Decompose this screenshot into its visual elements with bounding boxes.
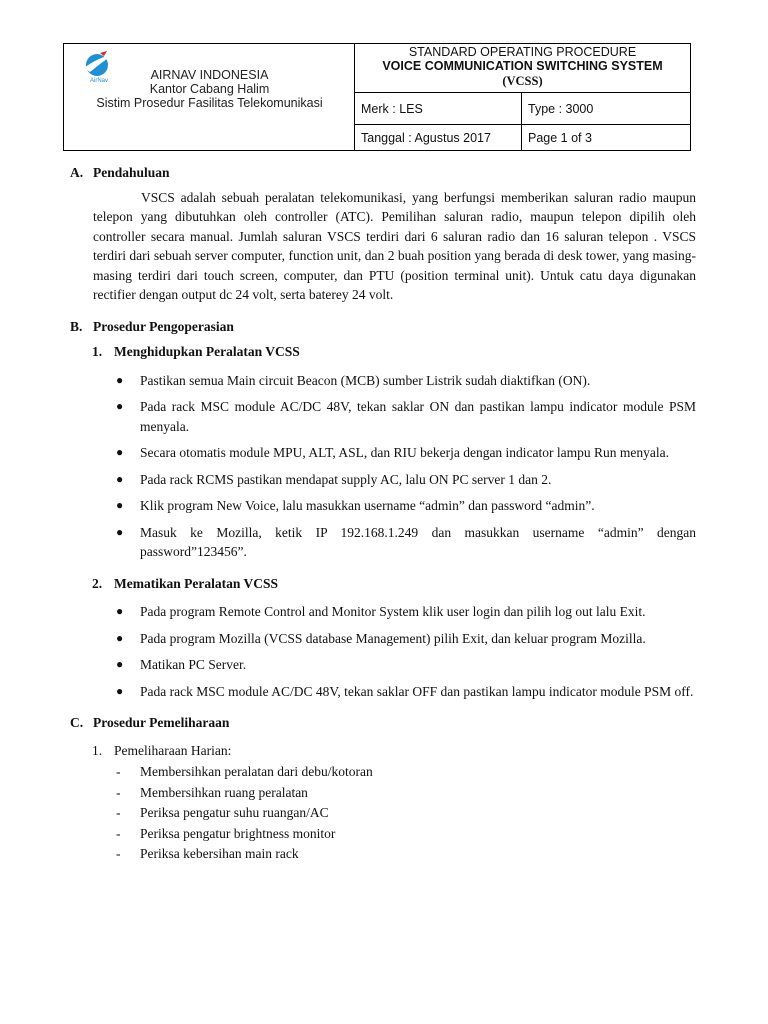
subsection-title: Mematikan Peralatan VCSS [114,575,278,591]
list-item: ● Matikan PC Server. [116,655,696,675]
subsection-label: 1. [92,742,103,758]
section-a-paragraph: VSCS adalah sebuah peralatan telekomunikasi, yang berfungsi memberikan saluran radio maupun telepon yang dibutuhkan oleh controller (ATC). Pemilihan saluran radio, maupun telepon dipilih oleh controller secara manual. Jumlah saluran VSCS terdiri dari 6 saluran radio dan 16 saluran telepon . VSCS terdiri dari sebuah server computer, function unit, dan 2 buah position yang berada di desk tower, yang masing-masing terdiri dari touch screen, computer, dan PTU (position terminal unit). Untuk catu daya digunakan rectifier dengan output dc 24 volt, serta baterey 24 volt. [93,189,696,302]
list-item: ● Pada rack RCMS pastikan mendapat supply AC, lalu ON PC server 1 dan 2. [116,470,696,490]
bullet-icon: ● [116,372,124,387]
merk-cell: Merk : LES [355,93,522,125]
subsection-b2-heading [92,574,696,594]
bullet-icon: ● [116,657,124,671]
list-item: ● Pada rack MSC module AC/DC 48V, tekan saklar ON dan pastikan lampu indicator module PSM menyala. [116,399,696,434]
section-label: B. [70,318,83,334]
subsection-title: Menghidupkan Peralatan VCSS [114,344,300,359]
doc-title-cell [355,44,690,93]
list-item: ● Secara otomatis module MPU, ALT, ASL, dan RIU bekerja dengan indicator lampu Run menyala. [116,443,696,463]
section-b-heading [70,317,696,337]
b2-bullet-list [70,602,696,701]
list-item: - Periksa pengatur brightness monitor [116,824,696,845]
list-item: ● Klik program New Voice, lalu masukkan username “admin” dan password “admin”. [116,496,696,516]
bullet-icon: ● [116,630,124,645]
c1-dash-list [70,762,696,865]
tanggal-cell: Tanggal : Agustus 2017 [355,125,522,150]
org-name: AIRNAV INDONESIA [150,68,269,82]
document-header [63,43,691,151]
bullet-icon: ● [116,445,124,459]
section-title: Pendahuluan [93,165,170,180]
list-item: ● Pada program Remote Control and Monitor System klik user login dan pilih log out lalu Exit. [116,602,696,622]
subsection-c1-heading [92,741,696,761]
dash-marker: - [116,784,121,800]
subsection-b1-heading [92,342,696,362]
dash-marker: - [116,805,121,820]
bullet-icon: ● [116,524,124,539]
dash-marker: - [116,825,121,841]
subsection-title: Pemeliharaan Harian: [114,742,232,758]
logo-text: AirNav [89,78,109,84]
list-item: ● Pada program Mozilla (VCSS database Management) pilih Exit, dan keluar program Mozilla. [116,629,696,649]
dash-marker: - [116,764,121,779]
system-name: Sistim Prosedur Fasilitas Telekomunikasi [96,96,323,110]
doc-kind: STANDARD OPERATING PROCEDURE [408,45,637,59]
document-body [70,163,696,865]
list-item: ● Pastikan semua Main circuit Beacon (MCB) sumber Listrik sudah diaktifkan (ON). [116,371,696,391]
header-org-cell [64,44,355,150]
b1-bullet-list [70,371,696,562]
doc-abbr: (VCSS) [502,74,543,88]
section-label: A. [70,165,84,180]
section-c-heading [70,713,696,733]
page-cell: Page 1 of 3 [528,130,592,145]
subsection-label: 2. [92,575,103,591]
doc-title: VOICE COMMUNICATION SWITCHING SYSTEM [382,59,663,73]
bullet-icon: ● [116,399,124,413]
branch-name: Kantor Cabang Halim [149,82,270,96]
dash-marker: - [116,846,121,861]
list-item: ● Masuk ke Mozilla, ketik IP 192.168.1.249 dan masukkan username “admin” dengan password”123456”. [116,524,696,559]
header-doc-cell [355,44,690,150]
bullet-icon: ● [116,604,124,618]
list-item: - Periksa kebersihan main rack [116,844,696,865]
type-cell: Type : 3000 [522,93,690,125]
section-a-heading [70,163,696,183]
section-title: Prosedur Pengoperasian [93,318,234,334]
list-item: - Membersihkan ruang peralatan [116,783,696,804]
list-item: - Periksa pengatur suhu ruangan/AC [116,803,696,824]
list-item: - Membersihkan peralatan dari debu/kotoran [116,762,696,783]
bullet-icon: ● [116,683,124,698]
section-title: Prosedur Pemeliharaan [93,715,230,730]
bullet-icon: ● [116,471,124,486]
org-block [64,68,355,110]
list-item: ● Pada rack MSC module AC/DC 48V, tekan saklar OFF dan pastikan lampu indicator module PSM off. [116,682,696,702]
bullet-icon: ● [116,498,124,512]
subsection-label: 1. [92,344,103,359]
section-label: C. [70,715,84,730]
